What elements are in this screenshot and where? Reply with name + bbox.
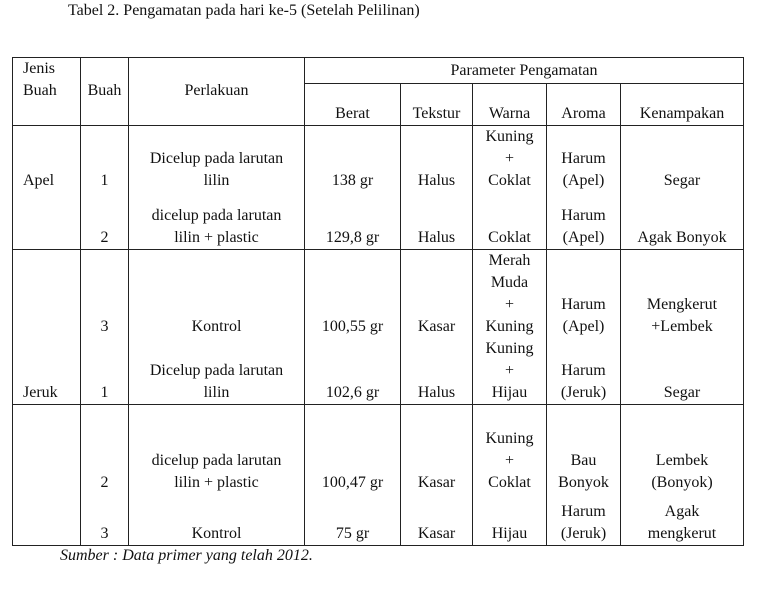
aroma-line: (Jeruk) (560, 525, 607, 542)
cell-buah: 3 (81, 494, 129, 546)
cell-warna (473, 192, 547, 249)
header-tekstur: Tekstur (401, 84, 473, 126)
table-body (13, 126, 744, 546)
aroma-line: Harum (561, 362, 606, 379)
header-berat: Berat (305, 84, 401, 126)
warna-line: Kuning (485, 318, 534, 335)
cell-perlakuan (129, 192, 305, 249)
cell-tekstur: Halus (401, 192, 473, 249)
cell-perlakuan (129, 405, 305, 494)
table-row (13, 192, 744, 249)
aroma-line: Bau (570, 451, 597, 469)
cell-kenampakan (621, 192, 744, 249)
cell-perlakuan (129, 494, 305, 546)
cell-perlakuan (129, 249, 305, 338)
table-caption: Tabel 2. Pengamatan pada hari ke-5 (Setelah Pelilinan) (68, 2, 420, 19)
cell-aroma (547, 126, 621, 193)
aroma-line: Harum (561, 150, 606, 167)
aroma-line: (Jeruk) (560, 384, 607, 401)
observation-table (12, 57, 744, 546)
perlakuan-line: dicelup pada larutan (151, 451, 282, 469)
cell-berat: 100,55 gr (305, 249, 401, 338)
cell-jenis (13, 494, 81, 546)
aroma-line: Bonyok (558, 473, 609, 491)
cell-berat: 102,6 gr (305, 338, 401, 405)
table-source-note: Sumber : Data primer yang telah 2012. (60, 547, 313, 564)
warna-line: Coklat (488, 473, 531, 491)
cell-tekstur: Halus (401, 126, 473, 193)
table-row (13, 338, 744, 405)
table-row (13, 494, 744, 546)
cell-buah: 1 (81, 126, 129, 193)
cell-tekstur: Kasar (401, 249, 473, 338)
cell-tekstur: Kasar (401, 405, 473, 494)
cell-warna (473, 126, 547, 193)
cell-warna (473, 249, 547, 338)
header-warna: Warna (473, 84, 547, 126)
kenampakan-line: (Bonyok) (651, 473, 713, 491)
header-row-1 (13, 58, 744, 84)
cell-warna (473, 405, 547, 494)
warna-line: Merah (488, 252, 531, 269)
cell-berat: 75 gr (305, 494, 401, 546)
cell-kenampakan (621, 249, 744, 338)
warna-line: + (504, 362, 515, 379)
cell-perlakuan (129, 338, 305, 405)
cell-kenampakan (621, 405, 744, 494)
table-row (13, 405, 744, 494)
header-jenis-line: Jenis (23, 60, 55, 77)
cell-jenis: Apel (13, 126, 81, 193)
warna-line: Coklat (488, 172, 531, 189)
perlakuan-line: lilin + plastic (174, 228, 259, 246)
perlakuan-line: lilin (203, 172, 230, 189)
perlakuan-line: lilin (203, 384, 230, 401)
cell-jenis: Jeruk (13, 338, 81, 405)
cell-jenis (13, 405, 81, 494)
cell-warna (473, 338, 547, 405)
aroma-line: Harum (561, 296, 606, 313)
warna-line: Hijau (491, 525, 528, 542)
kenampakan-line: Mengkerut (646, 296, 718, 313)
kenampakan-line: Lembek (655, 451, 709, 469)
cell-buah: 1 (81, 338, 129, 405)
kenampakan-line: +Lembek (651, 318, 713, 335)
header-jenis-buah (13, 58, 81, 126)
cell-buah: 3 (81, 249, 129, 338)
aroma-line: (Apel) (562, 172, 605, 189)
header-aroma: Aroma (547, 84, 621, 126)
cell-berat: 129,8 gr (305, 192, 401, 249)
aroma-line: (Apel) (562, 318, 605, 335)
aroma-line: (Apel) (562, 228, 605, 246)
warna-line: + (504, 150, 515, 167)
cell-tekstur: Kasar (401, 494, 473, 546)
perlakuan-line: lilin + plastic (174, 473, 259, 491)
cell-berat: 138 gr (305, 126, 401, 193)
perlakuan-line: Kontrol (191, 318, 242, 335)
perlakuan-line: Dicelup pada larutan (149, 362, 284, 379)
aroma-line: Harum (561, 206, 606, 224)
cell-jenis (13, 249, 81, 338)
cell-kenampakan (621, 338, 744, 405)
cell-aroma (547, 338, 621, 405)
kenampakan-line: Agak (664, 503, 700, 520)
cell-aroma (547, 249, 621, 338)
kenampakan-line: Segar (663, 384, 701, 401)
cell-tekstur: Halus (401, 338, 473, 405)
perlakuan-line: dicelup pada larutan (151, 206, 282, 224)
warna-line: Hijau (491, 384, 528, 401)
warna-line: Kuning (485, 429, 534, 447)
warna-line: Coklat (488, 228, 531, 246)
cell-kenampakan (621, 126, 744, 193)
header-parameter-pengamatan: Parameter Pengamatan (305, 58, 744, 84)
cell-buah: 2 (81, 405, 129, 494)
header-perlakuan: Perlakuan (129, 58, 305, 126)
warna-line: + (504, 451, 515, 469)
aroma-line: Harum (561, 503, 606, 520)
warna-line: Kuning (485, 128, 534, 145)
cell-aroma (547, 405, 621, 494)
perlakuan-line: Dicelup pada larutan (149, 150, 284, 167)
cell-buah: 2 (81, 192, 129, 249)
kenampakan-line: Segar (663, 172, 701, 189)
cell-warna (473, 494, 547, 546)
cell-berat: 100,47 gr (305, 405, 401, 494)
cell-aroma (547, 192, 621, 249)
perlakuan-line: Kontrol (191, 525, 242, 542)
cell-aroma (547, 494, 621, 546)
warna-line: Kuning (485, 340, 534, 357)
cell-perlakuan (129, 126, 305, 193)
warna-line: Muda (490, 274, 529, 291)
table-row (13, 126, 744, 193)
warna-line: + (504, 296, 515, 313)
kenampakan-line: mengkerut (647, 525, 717, 542)
header-jenis-line: Buah (23, 82, 57, 99)
kenampakan-line: Agak Bonyok (637, 228, 727, 246)
header-buah: Buah (81, 58, 129, 126)
table-row (13, 249, 744, 338)
cell-jenis (13, 192, 81, 249)
header-kenampakan: Kenampakan (621, 84, 744, 126)
cell-kenampakan (621, 494, 744, 546)
